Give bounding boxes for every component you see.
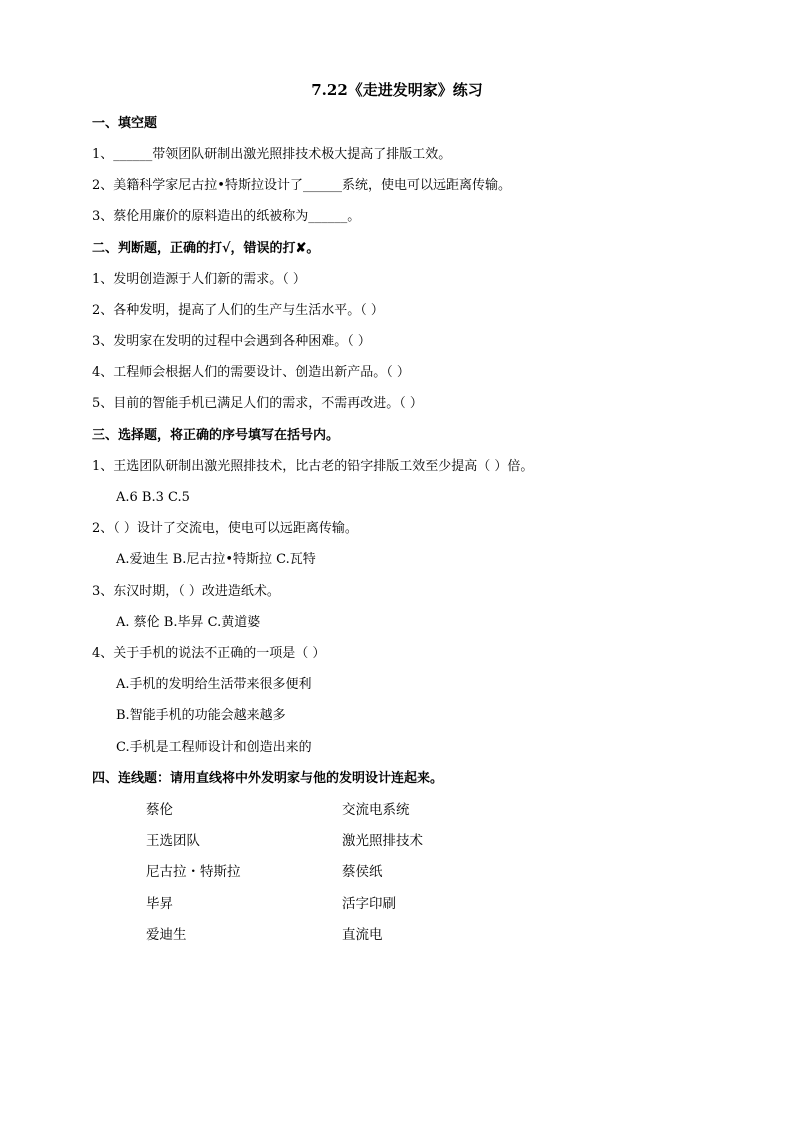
choice-question-4-option-c: C.手机是工程师设计和创造出来的 (116, 740, 312, 755)
fill-blank-question-1: 1、______带领团队研制出激光照排技术极大提高了排版工效。 (92, 147, 452, 162)
matching-invention-1: 交流电系统 (342, 802, 410, 818)
true-false-question-3: 3、发明家在发明的过程中会遇到各种困难。（ ） (92, 334, 371, 349)
choice-question-3-options: A. 蔡伦 B.毕昇 C.黄道婆 (116, 615, 261, 630)
matching-inventor-4: 毕昇 (146, 896, 173, 912)
matching-invention-4: 活字印刷 (342, 896, 396, 912)
matching-invention-3: 蔡侯纸 (342, 864, 383, 880)
matching-inventor-1: 蔡伦 (146, 802, 173, 818)
true-false-question-2: 2、各种发明，提高了人们的生产与生活水平。（ ） (92, 303, 384, 318)
choice-question-1: 1、王选团队研制出激光照排技术，比古老的铅字排版工效至少提高（ ）倍。 (92, 459, 534, 474)
matching-inventor-2: 王选团队 (146, 833, 200, 849)
choice-question-3: 3、东汉时期，（ ）改进造纸术。 (92, 584, 280, 599)
section-heading-multiple-choice: 三、选择题，将正确的序号填写在括号内。 (92, 428, 340, 443)
true-false-question-5: 5、目前的智能手机已满足人们的需求，不需再改进。（ ） (92, 396, 423, 411)
fill-blank-question-3: 3、蔡伦用廉价的原料造出的纸被称为______。 (92, 209, 361, 224)
matching-invention-2: 激光照排技术 (342, 833, 423, 849)
choice-question-2-options: A.爱迪生 B.尼古拉•特斯拉 C.瓦特 (116, 552, 316, 567)
matching-inventor-5: 爱迪生 (146, 927, 187, 943)
section-heading-fill-blank: 一、填空题 (92, 116, 158, 131)
page-title: 7.22《走进发明家》练习 (311, 81, 483, 99)
matching-invention-5: 直流电 (342, 927, 383, 943)
section-heading-true-false: 二、判断题，正确的打√，错误的打✘。 (92, 241, 320, 256)
choice-question-4: 4、关于手机的说法不正确的一项是（ ） (92, 646, 326, 661)
matching-inventor-3: 尼古拉・特斯拉 (146, 864, 241, 880)
choice-question-4-option-a: A.手机的发明给生活带来很多便利 (116, 677, 312, 692)
true-false-question-4: 4、工程师会根据人们的需要设计、创造出新产品。（ ） (92, 365, 410, 380)
true-false-question-1: 1、发明创造源于人们新的需求。（ ） (92, 272, 306, 287)
choice-question-1-options: A.6 B.3 C.5 (116, 490, 190, 505)
section-heading-matching: 四、连线题：请用直线将中外发明家与他的发明设计连起来。 (92, 771, 444, 786)
fill-blank-question-2: 2、美籍科学家尼古拉•特斯拉设计了______系统，使电可以远距离传输。 (92, 178, 511, 193)
choice-question-4-option-b: B.智能手机的功能会越来越多 (116, 708, 286, 723)
choice-question-2: 2、（ ）设计了交流电，使电可以远距离传输。 (92, 521, 358, 536)
